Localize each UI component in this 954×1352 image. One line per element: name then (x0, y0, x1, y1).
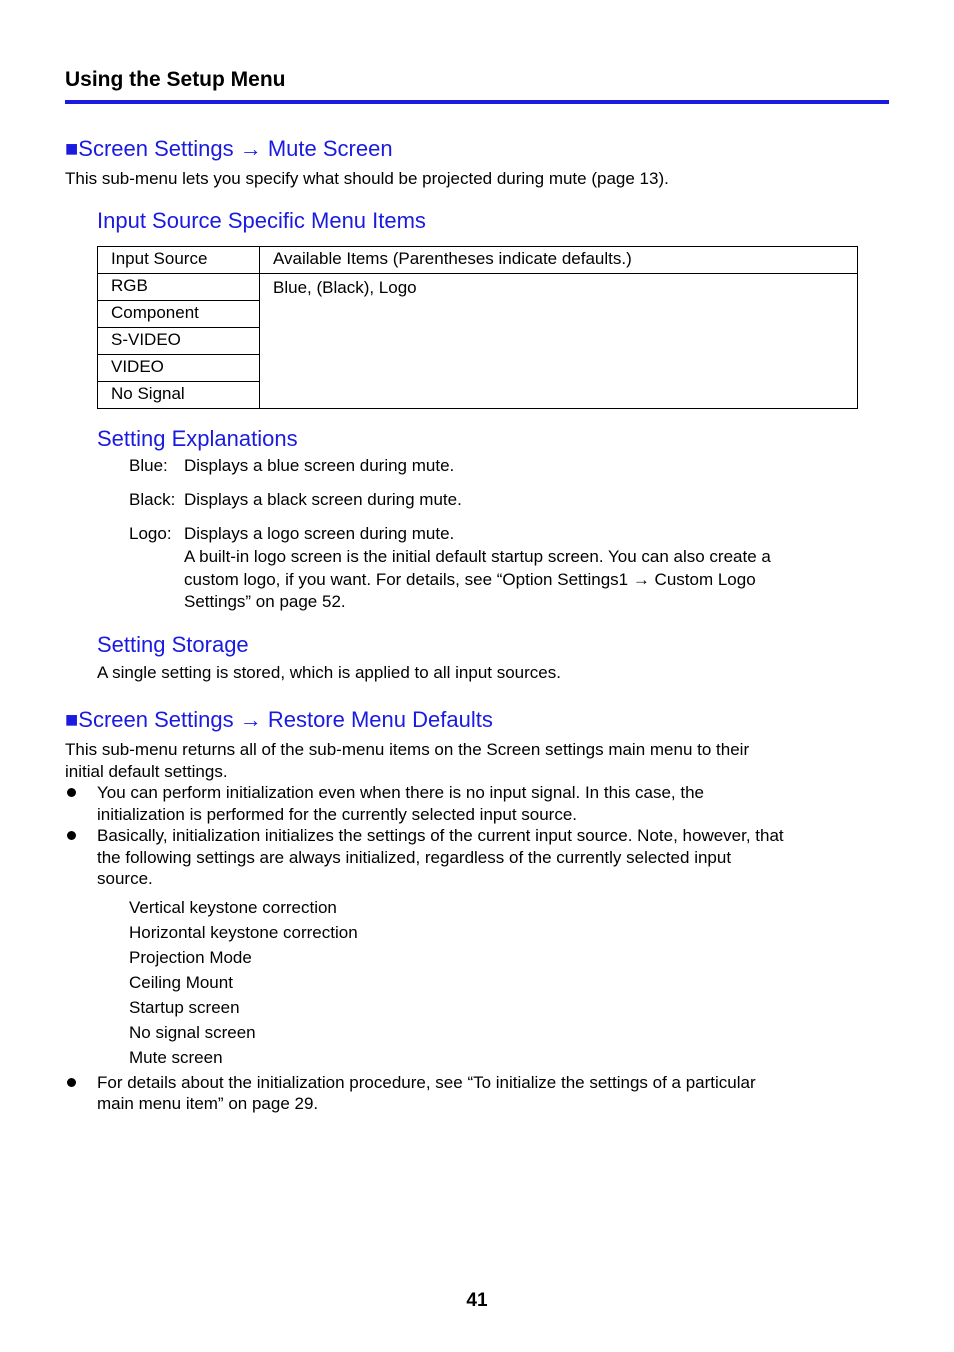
list-item: No signal screen (129, 1023, 256, 1042)
list-item: Vertical keystone correction (129, 898, 337, 917)
restore-intro-line: initial default settings. (65, 762, 228, 781)
section-heading-restore-defaults (65, 707, 493, 733)
explanation-text-logo: Displays a logo screen during mute. (184, 524, 455, 543)
list-item: Horizontal keystone correction (129, 923, 358, 942)
list-item: Mute screen (129, 1048, 223, 1067)
subheading-setting-explanations: Setting Explanations (97, 426, 298, 451)
mute-intro-text: This sub-menu lets you specify what should be projected during mute (page 13). (65, 169, 669, 188)
explanation-term-black: Black: (129, 490, 176, 509)
bullet-line: initialization is performed for the currently selected input source. (97, 805, 578, 824)
table-row (98, 274, 858, 301)
table-cell-source: VIDEO (98, 355, 260, 382)
section-heading-text: Screen Settings → Restore Menu Defaults (78, 707, 493, 732)
table-cell-source: No Signal (98, 382, 260, 409)
table-header-row (98, 247, 858, 274)
storage-text: A single setting is stored, which is applied to all input sources. (97, 663, 561, 682)
square-bullet-icon: ■ (65, 136, 79, 161)
table-cell-source: S-VIDEO (98, 328, 260, 355)
header-divider (65, 100, 889, 104)
page-header-title: Using the Setup Menu (65, 68, 286, 91)
explanation-text-black: Displays a black screen during mute. (184, 490, 462, 509)
table-cell-available: Blue, (Black), Logo (260, 274, 858, 409)
bullet-line: You can perform initialization even when there is no input signal. In this case, the (97, 783, 705, 802)
table-cell-source: RGB (98, 274, 260, 301)
bullet-line: For details about the initialization procedure, see “To initialize the settings of a particular (97, 1073, 756, 1092)
section-heading-mute-screen (65, 136, 393, 162)
square-bullet-icon: ■ (65, 707, 79, 732)
bullet-line: source. (97, 869, 153, 888)
list-item: Ceiling Mount (129, 973, 233, 992)
explanation-term-logo: Logo: (129, 524, 172, 543)
logo-detail-line: Settings” on page 52. (184, 592, 346, 611)
explanation-text-blue: Displays a blue screen during mute. (184, 456, 455, 475)
bullet-line: the following settings are always initialized, regardless of the currently selected input (97, 848, 732, 867)
bullet-dot-icon (67, 788, 76, 797)
subheading-setting-storage: Setting Storage (97, 632, 249, 657)
table-cell-source: Component (98, 301, 260, 328)
bullet-line: Basically, initialization initializes the settings of the current input source. Note, however, that (97, 826, 784, 845)
table-header-cell: Input Source (98, 247, 260, 274)
subheading-input-source-items: Input Source Specific Menu Items (97, 208, 426, 233)
input-source-table (97, 246, 858, 409)
logo-detail-line: A built-in logo screen is the initial default startup screen. You can also create a (184, 547, 771, 566)
page-number: 41 (466, 1290, 488, 1311)
restore-intro-line: This sub-menu returns all of the sub-menu items on the Screen settings main menu to their (65, 740, 750, 759)
section-heading-text: Screen Settings → Mute Screen (78, 136, 393, 161)
list-item: Projection Mode (129, 948, 252, 967)
table-header-cell: Available Items (Parentheses indicate defaults.) (260, 247, 858, 274)
bullet-dot-icon (67, 831, 76, 840)
bullet-dot-icon (67, 1078, 76, 1087)
list-item: Startup screen (129, 998, 240, 1017)
explanation-term-blue: Blue: (129, 456, 168, 475)
bullet-line: main menu item” on page 29. (97, 1094, 319, 1113)
logo-detail-line: custom logo, if you want. For details, see “Option Settings1 → Custom Logo (184, 570, 756, 589)
